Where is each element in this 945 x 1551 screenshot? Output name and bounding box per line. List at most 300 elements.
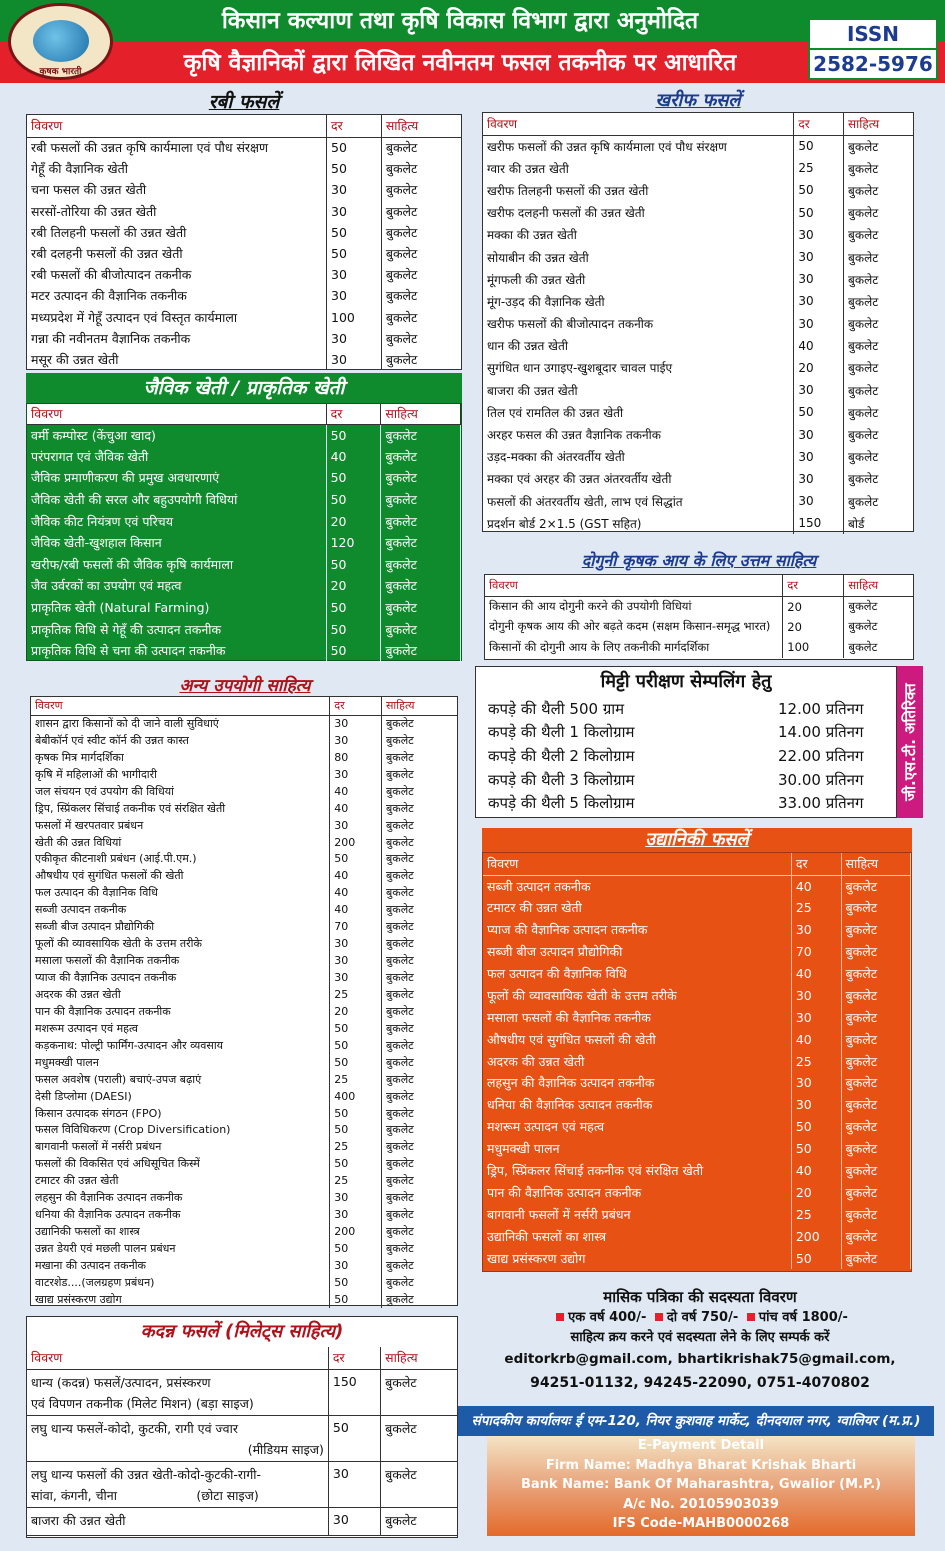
- cell-description: गन्ना की नवीनतम वैज्ञानिक तकनीक: [27, 328, 327, 349]
- cell-rate: 200: [330, 1223, 382, 1240]
- cell-description: फल उत्पादन की वैज्ञानिक विधि: [483, 963, 791, 985]
- table-header-row: [483, 853, 911, 875]
- table-header-row: [483, 113, 913, 135]
- column-header-lit: साहित्य: [381, 404, 461, 424]
- cell-description: सब्जी उत्पादन तकनीक: [31, 901, 330, 918]
- table-row: [483, 1094, 911, 1116]
- cell-rate: 40: [326, 446, 381, 468]
- column-header-lit: साहित्य: [381, 115, 461, 137]
- cell-rate: 40: [330, 783, 382, 800]
- table-row: [31, 1003, 457, 1020]
- cell-rate: 100: [327, 307, 382, 328]
- table-row: [27, 489, 461, 511]
- table-row: [483, 1225, 911, 1247]
- cell-description: धनिया की वैज्ञानिक उत्पादन तकनीक: [31, 1206, 330, 1223]
- cell-rate: 30: [794, 379, 844, 401]
- cell-rate: 40: [791, 875, 841, 897]
- table-row: [483, 919, 911, 941]
- cell-bag-size: कपड़े की थैली 1 किलोग्राम: [488, 723, 635, 742]
- cell-literature: बुकलेट: [385, 1292, 414, 1306]
- table-row: [31, 1206, 457, 1223]
- cell-description: किसानों की दोगुनी आय के लिए तकनीकी मार्गदर्शिका: [485, 637, 783, 658]
- cell-literature: बुकलेट: [385, 1055, 414, 1069]
- table-row: [483, 401, 913, 423]
- column-header-rate: दर: [328, 1347, 380, 1369]
- subscription-prices: [470, 1308, 930, 1328]
- column-header-rate: दर: [794, 113, 844, 135]
- table-row: [483, 1203, 911, 1225]
- table-row: [31, 1189, 457, 1206]
- cell-literature: बुकलेट: [841, 875, 910, 897]
- cell-literature: बुकलेट: [385, 987, 414, 1001]
- cell-description: रबी फसलों की उन्नत कृषि कार्यमाला एवं पौध संरक्षण: [27, 137, 327, 158]
- cell-description: फूलों की व्यावसायिक खेती के उत्तम तरीके: [483, 984, 791, 1006]
- table-row: [483, 135, 913, 157]
- table-row: [483, 1028, 911, 1050]
- mitti-title: मिट्टी परीक्षण सेम्पलिंग हेतु: [600, 671, 772, 692]
- cell-rate: 100: [783, 637, 844, 658]
- cell-rate: 50: [326, 424, 381, 446]
- cell-rate: 50: [330, 1122, 382, 1139]
- cell-description: फसल अवशेष (पराली) बचाएं-उपज बढ़ाएं: [31, 1071, 330, 1088]
- table-row: [485, 596, 913, 617]
- cell-literature: बुकलेट: [841, 984, 910, 1006]
- table-row: [27, 222, 461, 243]
- cell-description: कड़कनाथ: पोल्ट्री फार्मिंग-उत्पादन और व्यवसाय: [31, 1037, 330, 1054]
- cell-literature: बुकलेट: [385, 182, 418, 198]
- cell-description: जैव उर्वरकों का उपयोग एवं महत्व: [27, 575, 326, 597]
- table-row: [484, 721, 884, 745]
- cell-description: उद्यानिकी फसलों का शास्त्र: [483, 1225, 791, 1247]
- cell-literature: बुकलेट: [385, 1089, 414, 1103]
- desc-line-2: एवं विपणन तकनीक (मिलेट मिशन) (बड़ा साइज): [31, 1395, 254, 1411]
- cell-rate: 30: [328, 1507, 380, 1535]
- cell-rate: 50: [327, 222, 382, 243]
- cell-description: प्रदर्शन बोर्ड 2×1.5 (GST सहित): [483, 512, 794, 534]
- issn-value: 2582-5976: [810, 48, 936, 78]
- cell-rate: 50: [327, 137, 382, 158]
- table-row: [31, 986, 457, 1003]
- table-row: [31, 867, 457, 884]
- cell-description: रबी दलहनी फसलों की उन्नत खेती: [27, 243, 327, 264]
- cell-literature: बुकलेट: [848, 339, 879, 354]
- cell-description: कृषि में महिलाओं की भागीदारी: [31, 766, 330, 783]
- table-row: [27, 158, 461, 179]
- cell-price: 22.00 प्रतिनग: [778, 746, 864, 765]
- table-row: [27, 285, 461, 306]
- table-row: [31, 1155, 457, 1172]
- column-header-desc: विवरण: [483, 113, 794, 135]
- cell-description: धनिया की वैज्ञानिक उत्पादन तकनीक: [483, 1094, 791, 1116]
- cell-literature: बुकलेट: [385, 733, 414, 747]
- cell-rate: 50: [326, 618, 381, 640]
- payment-heading: E-Payment Detail: [637, 1438, 765, 1453]
- cell-rate: 25: [791, 897, 841, 919]
- cell-literature: बुकलेट: [848, 639, 878, 654]
- table-row: [27, 467, 461, 489]
- cell-rate: 50: [330, 1054, 382, 1071]
- table-row: [31, 969, 457, 986]
- cell-rate: 20: [791, 1181, 841, 1203]
- cell-description: ग्वार की उन्नत खेती: [483, 157, 794, 179]
- cell-literature: बुकलेट: [385, 1038, 414, 1052]
- cell-rate: 30: [794, 313, 844, 335]
- cell-description: औषधीय एवं सुगंधित फसलों की खेती: [483, 1028, 791, 1050]
- cell-bag-size: कपड़े की थैली 3 किलोग्राम: [488, 770, 635, 789]
- cell-description: गेहूँ की वैज्ञानिक खेती: [27, 158, 327, 179]
- cell-rate: 30: [794, 268, 844, 290]
- table-row: [31, 901, 457, 918]
- kharif-table: [483, 113, 913, 534]
- table-row: [483, 1072, 911, 1094]
- column-header-desc: विवरण: [27, 1347, 328, 1369]
- millets-table: [27, 1347, 457, 1536]
- cell-literature: बुकलेट: [381, 575, 461, 597]
- cell-description: फसल विविधिकरण (Crop Diversification): [31, 1122, 330, 1139]
- column-header-rate: दर: [326, 404, 381, 424]
- anya-table: [31, 697, 457, 1308]
- page-header: [0, 0, 945, 83]
- cell-literature: बुकलेट: [848, 250, 879, 265]
- table-row: [27, 532, 461, 554]
- table-row: [483, 1006, 911, 1028]
- cell-description: मक्का की उन्नत खेती: [483, 224, 794, 246]
- cell-description: रबी तिलहनी फसलों की उन्नत खेती: [27, 222, 327, 243]
- subscription-info: [470, 1286, 930, 1400]
- mitti-box: [475, 666, 897, 818]
- cell-description: प्राकृतिक विधि से चना की उत्पादन तकनीक: [27, 640, 326, 662]
- cell-rate: 50: [330, 1020, 382, 1037]
- cell-bag-size: कपड़े की थैली 500 ग्राम: [488, 699, 625, 718]
- cell-description: खाद्य प्रसंस्करण उद्योग: [31, 1291, 330, 1308]
- cell-literature: बुकलेट: [385, 937, 414, 951]
- cell-literature: बुकलेट: [848, 161, 879, 176]
- udyanik-section-title: उद्यानिकी फसलें: [482, 828, 912, 852]
- cell-literature: बुकलेट: [841, 963, 910, 985]
- table-row: [483, 1181, 911, 1203]
- table-row: [483, 1050, 911, 1072]
- cell-description: उद्यानिकी फसलों का शास्त्र: [31, 1223, 330, 1240]
- table-header-row: [27, 1347, 457, 1369]
- column-header-lit: साहित्य: [844, 575, 913, 596]
- cell-rate: 30: [794, 446, 844, 468]
- cell-literature: बुकलेट: [381, 467, 461, 489]
- cell-rate: 30: [330, 1206, 382, 1223]
- cell-literature: बुकलेट: [848, 450, 879, 465]
- cell-literature: बुकलेट: [848, 228, 879, 243]
- cell-description: [27, 1415, 328, 1461]
- cell-description: फसलों की विकसित एवं अधिसूचित किस्में: [31, 1155, 330, 1172]
- table-row: [483, 246, 913, 268]
- cell-description: मटर उत्पादन की वैज्ञानिक तकनीक: [27, 285, 327, 306]
- table-row: [483, 490, 913, 512]
- cell-rate: 50: [327, 158, 382, 179]
- table-row: [27, 201, 461, 222]
- payment-firm: Firm Name: Madhya Bharat Krishak Bharti: [545, 1457, 857, 1473]
- cell-description: फल उत्पादन की वैज्ञानिक विधि: [31, 884, 330, 901]
- cell-description: मध्यप्रदेश में गेहूँ उत्पादन एवं विस्तृत कार्यमाला: [27, 307, 327, 328]
- cell-description: सब्जी बीज उत्पादन प्रौद्योगिकी: [31, 918, 330, 935]
- cell-description: प्याज की वैज्ञानिक उत्पादन तकनीक: [31, 969, 330, 986]
- payment-details: [487, 1436, 915, 1536]
- cell-rate: 25: [330, 1071, 382, 1088]
- cell-rate: 30: [330, 1257, 382, 1274]
- cell-rate: 30: [791, 919, 841, 941]
- cell-rate: 20: [326, 510, 381, 532]
- table-row: [31, 1240, 457, 1257]
- column-header-desc: विवरण: [27, 115, 327, 137]
- email-line[interactable]: editorkrb@gmail.com, bhartikrishak75@gmail.com,: [504, 1351, 896, 1367]
- cell-rate: 25: [794, 157, 844, 179]
- cell-description: खरीफ दलहनी फसलों की उन्नत खेती: [483, 202, 794, 224]
- cell-rate: 50: [326, 554, 381, 576]
- column-header-rate: दर: [330, 697, 382, 715]
- cell-rate: 70: [330, 918, 382, 935]
- cell-literature: बुकलेट: [848, 619, 878, 634]
- desc-line-1: लघु धान्य फसलों की उन्नत खेती-कोदो-कुटकी-रागी-: [31, 1466, 262, 1482]
- cell-literature: बुकलेट: [385, 1242, 414, 1256]
- bullet-icon: [655, 1313, 663, 1321]
- cell-literature: बुकलेट: [381, 1461, 457, 1507]
- cell-rate: 50: [794, 179, 844, 201]
- table-row: [31, 834, 457, 851]
- cell-description: वाटरशेड....(जलग्रहण प्रबंधन): [31, 1274, 330, 1291]
- cell-description: खरीफ/रबी फसलों की जैविक कृषि कार्यमाला: [27, 554, 326, 576]
- cell-description: मसूर की उन्नत खेती: [27, 349, 327, 370]
- cell-description: किसान की आय दोगुनी करने की उपयोगी विधियां: [485, 596, 783, 617]
- cell-rate: 20: [783, 617, 844, 638]
- cell-description: कृषक मित्र मार्गदर्शिका: [31, 749, 330, 766]
- table-row: [483, 290, 913, 312]
- cell-literature: बुकलेट: [385, 903, 414, 917]
- cell-literature: बुकलेट: [381, 640, 461, 662]
- cell-literature: बुकलेट: [848, 272, 879, 287]
- cell-rate: 150: [328, 1369, 380, 1415]
- cell-price: 33.00 प्रतिनग: [778, 794, 864, 813]
- cell-description: शासन द्वारा किसानों को दी जाने वाली सुविधाएं: [31, 715, 330, 732]
- cell-literature: बुकलेट: [385, 351, 418, 367]
- cell-literature: बुकलेट: [848, 183, 879, 198]
- cell-literature: बुकलेट: [385, 784, 414, 798]
- dugni-section-title: दोगुनी कृषक आय के लिए उत्तम साहित्य: [581, 551, 817, 570]
- table-row: [483, 202, 913, 224]
- cell-description: खरीफ फसलों की बीजोत्पादन तकनीक: [483, 313, 794, 335]
- table-row: [483, 423, 913, 445]
- anya-section-title: अन्य उपयोगी साहित्य: [179, 676, 311, 696]
- logo-text: कृषक भारती: [39, 67, 82, 77]
- globe-icon: [33, 20, 89, 62]
- column-header-rate: दर: [791, 853, 841, 875]
- cell-rate: 50: [330, 1037, 382, 1054]
- table-row: [483, 897, 911, 919]
- cell-description: मक्का एवं अरहर की उन्नत अंतरवर्तीय खेती: [483, 468, 794, 490]
- cell-description: लहसुन की वैज्ञानिक उत्पादन तकनीक: [483, 1072, 791, 1094]
- cell-rate: 50: [794, 202, 844, 224]
- editorial-address: संपादकीय कार्यालयः ई एम-120, नियर कुशवाह मार्केट, दीनदयाल नगर, ग्वालियर (म.प्र.): [458, 1406, 934, 1436]
- cell-literature: बुकलेट: [848, 317, 879, 332]
- cell-rate: 50: [330, 1291, 382, 1308]
- cell-literature: बुकलेट: [848, 428, 879, 443]
- cell-literature: बुकलेट: [385, 1258, 414, 1272]
- table-row: [484, 697, 884, 721]
- cell-literature: बुकलेट: [848, 361, 879, 376]
- table-row: [31, 1020, 457, 1037]
- cell-description: [27, 1461, 328, 1507]
- cell-rate: 30: [330, 935, 382, 952]
- cell-literature: बुकलेट: [841, 1050, 910, 1072]
- cell-rate: 30: [794, 290, 844, 312]
- dugni-table: [485, 575, 913, 658]
- payment-bank: Bank Name: Bank Of Maharashtra, Gwalior (M.P.): [520, 1477, 882, 1493]
- table-row: [483, 357, 913, 379]
- table-row: [27, 597, 461, 619]
- cell-literature: बुकलेट: [381, 1369, 457, 1415]
- cell-description: ड्रिप, स्प्रिंकलर सिंचाई तकनीक एवं संरक्षित खेती: [31, 800, 330, 817]
- phone-line: 94251-01132, 94245-22090, 0751-4070802: [530, 1375, 870, 1391]
- price-2yr: दो वर्ष 750/-: [666, 1310, 739, 1325]
- cell-rate: 20: [326, 575, 381, 597]
- table-row: [27, 446, 461, 468]
- table-row: [483, 1138, 911, 1160]
- cell-rate: 30: [794, 246, 844, 268]
- cell-literature: बुकलेट: [381, 489, 461, 511]
- table-row: [483, 875, 911, 897]
- cell-rate: 25: [791, 1203, 841, 1225]
- cell-description: रबी फसलों की बीजोत्पादन तकनीक: [27, 264, 327, 285]
- cell-price: 14.00 प्रतिनग: [778, 723, 864, 742]
- column-header-rate: दर: [327, 115, 382, 137]
- column-header-desc: विवरण: [483, 853, 791, 875]
- cell-rate: 30: [330, 952, 382, 969]
- table-row: [31, 817, 457, 834]
- cell-description: अदरक की उन्नत खेती: [31, 986, 330, 1003]
- cell-description: अदरक की उन्नत खेती: [483, 1050, 791, 1072]
- desc-line-1: बाजरा की उन्नत खेती: [31, 1512, 126, 1528]
- table-row: [31, 1138, 457, 1155]
- cell-rate: 80: [330, 749, 382, 766]
- table-row: [31, 935, 457, 952]
- cell-description: मधुमक्खी पालन: [31, 1054, 330, 1071]
- column-header-lit: साहित्य: [381, 1347, 457, 1369]
- cell-literature: बुकलेट: [385, 971, 414, 985]
- cell-rate: 50: [326, 467, 381, 489]
- cell-description: फसलों की अंतरवर्तीय खेती, लाभ एवं सिद्धांत: [483, 490, 794, 512]
- cell-description: सब्जी उत्पादन तकनीक: [483, 875, 791, 897]
- cell-rate: 50: [330, 1105, 382, 1122]
- cell-description: सोयाबीन की उन्नत खेती: [483, 246, 794, 268]
- table-row: [31, 732, 457, 749]
- cell-bag-size: कपड़े की थैली 2 किलोग्राम: [488, 746, 635, 765]
- cell-description: मसाला फसलों की वैज्ञानिक तकनीक: [31, 952, 330, 969]
- cell-description: औषधीय एवं सुगंधित फसलों की खेती: [31, 867, 330, 884]
- table-row: [483, 335, 913, 357]
- cell-literature: बुकलेट: [385, 1157, 414, 1171]
- cell-rate: 20: [783, 596, 844, 617]
- cell-literature: बुकलेट: [848, 383, 879, 398]
- column-header-rate: दर: [783, 575, 844, 596]
- cell-literature: बुकलेट: [385, 1004, 414, 1018]
- table-row: [31, 1088, 457, 1105]
- desc-line-1: लघु धान्य फसलें-कोदो, कुटकी, रागी एवं ज्वार: [31, 1420, 238, 1436]
- cell-description: मूंग-उड़द की वैज्ञानिक खेती: [483, 290, 794, 312]
- cell-literature: बुकलेट: [841, 1160, 910, 1182]
- cell-literature: बुकलेट: [385, 1123, 414, 1137]
- table-row: [483, 1247, 911, 1269]
- cell-literature: बुकलेट: [841, 897, 910, 919]
- cell-literature: बुकलेट: [848, 294, 879, 309]
- table-row: [31, 1223, 457, 1240]
- table-row: [483, 157, 913, 179]
- table-row: [31, 851, 457, 868]
- price-1yr: एक वर्ष 400/-: [568, 1310, 647, 1325]
- udyanik-table: [483, 853, 911, 1269]
- table-row: [483, 468, 913, 490]
- cell-literature: बुकलेट: [381, 424, 461, 446]
- cell-description: तिल एवं रामतिल की उन्नत खेती: [483, 401, 794, 423]
- cell-description: [27, 1369, 328, 1415]
- cell-description: धान की उन्नत खेती: [483, 335, 794, 357]
- table-row: [31, 1274, 457, 1291]
- cell-price: 12.00 प्रतिनग: [778, 699, 864, 718]
- subscription-title: मासिक पत्रिका की सदस्यता विवरण: [603, 1288, 797, 1306]
- cell-description: सब्जी बीज उत्पादन प्रौद्योगिकी: [483, 941, 791, 963]
- krishak-bharti-logo: [8, 3, 113, 80]
- rabi-section-title: रबी फसलें: [208, 91, 280, 113]
- table-row: [31, 1172, 457, 1189]
- millets-section-title: कदन्न फसलें (मिलेट्स साहित्य): [140, 1321, 344, 1342]
- cell-description: पान की वैज्ञानिक उत्पादन तकनीक: [31, 1003, 330, 1020]
- anya-table-box: [30, 696, 458, 1306]
- table-row: [31, 1122, 457, 1139]
- cell-rate: 50: [326, 489, 381, 511]
- cell-description: प्राकृतिक खेती (Natural Farming): [27, 597, 326, 619]
- table-row: [483, 941, 911, 963]
- table-row: [31, 749, 457, 766]
- cell-description: बागवानी फसलों में नर्सरी प्रबंधन: [31, 1138, 330, 1155]
- cell-literature: बुकलेट: [841, 1028, 910, 1050]
- cell-literature: बुकलेट: [841, 1138, 910, 1160]
- cell-rate: 20: [794, 357, 844, 379]
- table-row: [27, 328, 461, 349]
- cell-description: जल संचयन एवं उपयोग की विधियां: [31, 783, 330, 800]
- cell-rate: 50: [791, 1247, 841, 1269]
- cell-literature: बुकलेट: [385, 1275, 414, 1289]
- cell-description: मशरूम उत्पादन एवं महत्व: [31, 1020, 330, 1037]
- cell-description: खेती की उन्नत विधियां: [31, 834, 330, 851]
- table-row: [27, 137, 461, 158]
- table-row: [27, 554, 461, 576]
- cell-literature: बुकलेट: [381, 1415, 457, 1461]
- cell-rate: 30: [327, 285, 382, 306]
- table-row: [27, 243, 461, 264]
- cell-description: पान की वैज्ञानिक उत्पादन तकनीक: [483, 1181, 791, 1203]
- table-row: [485, 637, 913, 658]
- cell-rate: 30: [794, 224, 844, 246]
- cell-literature: बुकलेट: [381, 510, 461, 532]
- cell-literature: बुकलेट: [381, 532, 461, 554]
- bullet-icon: [747, 1313, 755, 1321]
- cell-literature: बुकलेट: [381, 597, 461, 619]
- cell-description: जैविक खेती-खुशहाल किसान: [27, 532, 326, 554]
- table-row: [31, 1105, 457, 1122]
- cell-rate: 50: [328, 1415, 380, 1461]
- rabi-table: [27, 115, 461, 370]
- cell-rate: 40: [330, 800, 382, 817]
- cell-literature: बुकलेट: [841, 1203, 910, 1225]
- payment-account: A/c No. 20105903039: [623, 1496, 779, 1512]
- table-row: [483, 313, 913, 335]
- cell-rate: 30: [794, 468, 844, 490]
